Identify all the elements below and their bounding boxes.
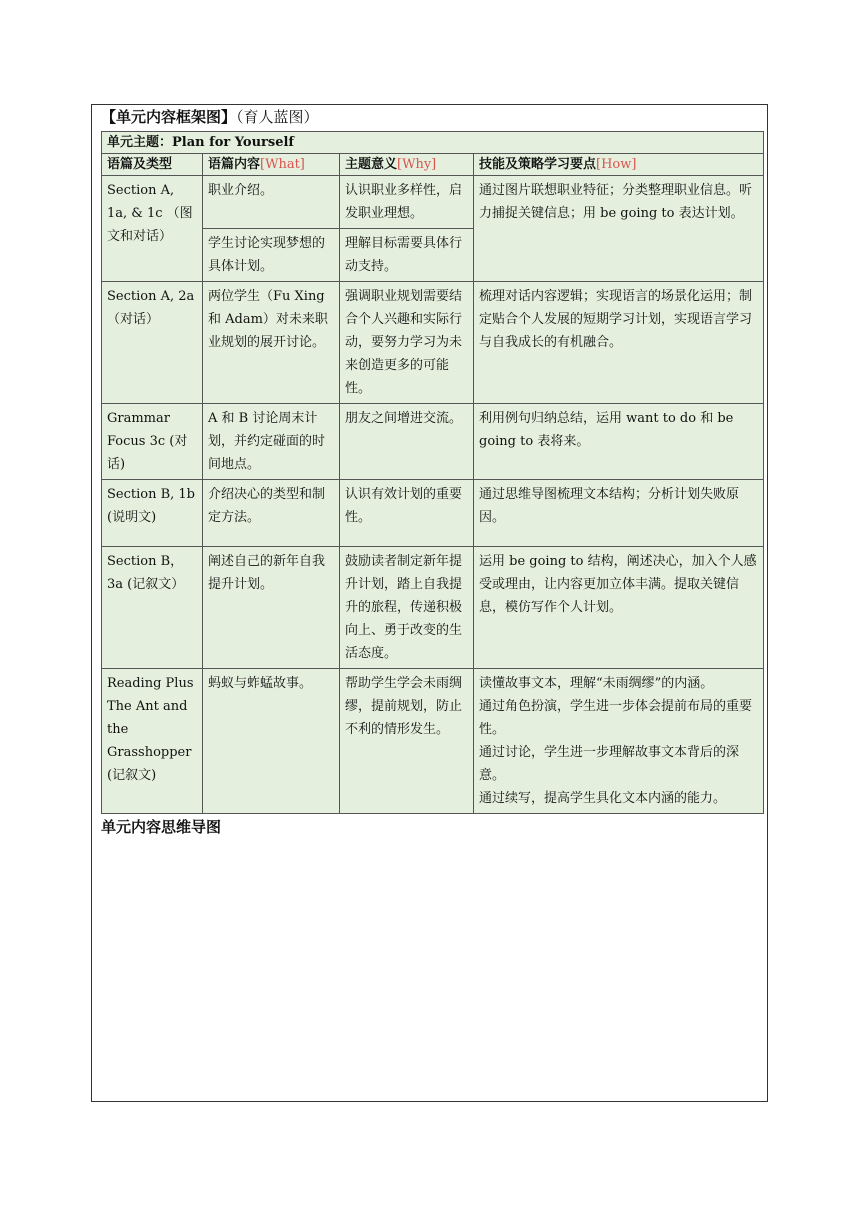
theme-row	[102, 132, 764, 154]
theme-cell	[102, 132, 764, 154]
table-row	[102, 282, 764, 404]
col-header-skills: 技能及策略学习要点[How]	[474, 154, 764, 176]
type-cell: Section B，3a (记叙文）	[102, 547, 203, 669]
col-header-meaning: 主题意义[Why]	[340, 154, 474, 176]
content-cell: 职业介绍。	[203, 176, 340, 229]
why-tag: [Why]	[397, 157, 437, 172]
theme-value: Plan for Yourself	[172, 135, 295, 150]
meaning-cell: 认识职业多样性，启发职业理想。	[340, 176, 474, 229]
content-cell: 两位学生（Fu Xing 和 Adam）对未来职业规划的展开讨论。	[203, 282, 340, 404]
what-tag: [What]	[260, 157, 305, 172]
skills-cell: 运用 be going to 结构，阐述决心，加入个人感受或理由，让内容更加立体丰满。提取关键信息，模仿写作个人计划。	[474, 547, 764, 669]
table-row	[102, 480, 764, 547]
type-cell: Reading Plus The Ant and the Grasshopper (记叙文)	[102, 669, 203, 814]
content-cell: 蚂蚁与蚱蜢故事。	[203, 669, 340, 814]
col-header-type: 语篇及类型	[102, 154, 203, 176]
how-tag: [How]	[596, 157, 637, 172]
meaning-cell: 帮助学生学会未雨绸缪，提前规划，防止不利的情形发生。	[340, 669, 474, 814]
framework-title-note: （育人蓝图）	[236, 108, 319, 126]
skills-cell: 梳理对话内容逻辑；实现语言的场景化运用；制定贴合个人发展的短期学习计划，实现语言学习与自我成长的有机融合。	[474, 282, 764, 404]
framework-title-bold: 【单元内容框架图】	[101, 108, 237, 126]
skills-cell: 利用例句归纳总结，运用 want to do 和 be going to 表将来。	[474, 404, 764, 480]
mind-map-title: 单元内容思维导图	[101, 818, 222, 836]
skills-cell	[474, 669, 764, 814]
column-header-row	[102, 154, 764, 176]
table-row	[102, 176, 764, 229]
meaning-cell: 鼓励读者制定新年提升计划，踏上自我提升的旅程，传递积极向上、勇于改变的生活态度。	[340, 547, 474, 669]
skills-line: 读懂故事文本，理解“未雨绸缪”的内涵。	[479, 676, 714, 691]
content-cell: 阐述自己的新年自我提升计划。	[203, 547, 340, 669]
type-cell: Section A, 1a, & 1c （图文和对话）	[102, 176, 203, 282]
meaning-cell: 强调职业规划需要结合个人兴趣和实际行动，要努力学习为未来创造更多的可能性。	[340, 282, 474, 404]
table-row	[102, 404, 764, 480]
unit-framework-table	[101, 131, 764, 814]
table-row	[102, 669, 764, 814]
type-cell: Section A, 2a （对话）	[102, 282, 203, 404]
content-cell: A 和 B 讨论周末计划，并约定碰面的时间地点。	[203, 404, 340, 480]
skills-line: 通过讨论，学生进一步理解故事文本背后的深意。	[479, 745, 740, 783]
col-header-content: 语篇内容[What]	[203, 154, 340, 176]
content-cell: 介绍决心的类型和制定方法。	[203, 480, 340, 547]
skills-cell: 通过图片联想职业特征；分类整理职业信息。听力捕捉关键信息；用 be going to 表达计划。	[474, 176, 764, 282]
meaning-cell: 理解目标需要具体行动支持。	[340, 229, 474, 282]
content-cell: 学生讨论实现梦想的具体计划。	[203, 229, 340, 282]
skills-line: 通过角色扮演，学生进一步体会提前布局的重要性。	[479, 699, 753, 737]
skills-cell: 通过思维导图梳理文本结构；分析计划失败原因。	[474, 480, 764, 547]
skills-line: 通过续写，提高学生具化文本内涵的能力。	[479, 791, 727, 806]
meaning-cell: 认识有效计划的重要性。	[340, 480, 474, 547]
type-cell: Section B, 1b (说明文)	[102, 480, 203, 547]
type-cell: Grammar Focus 3c (对话)	[102, 404, 203, 480]
theme-label: 单元主题：	[107, 135, 173, 150]
table-row	[102, 547, 764, 669]
meaning-cell: 朋友之间增进交流。	[340, 404, 474, 480]
framework-title	[101, 107, 319, 127]
